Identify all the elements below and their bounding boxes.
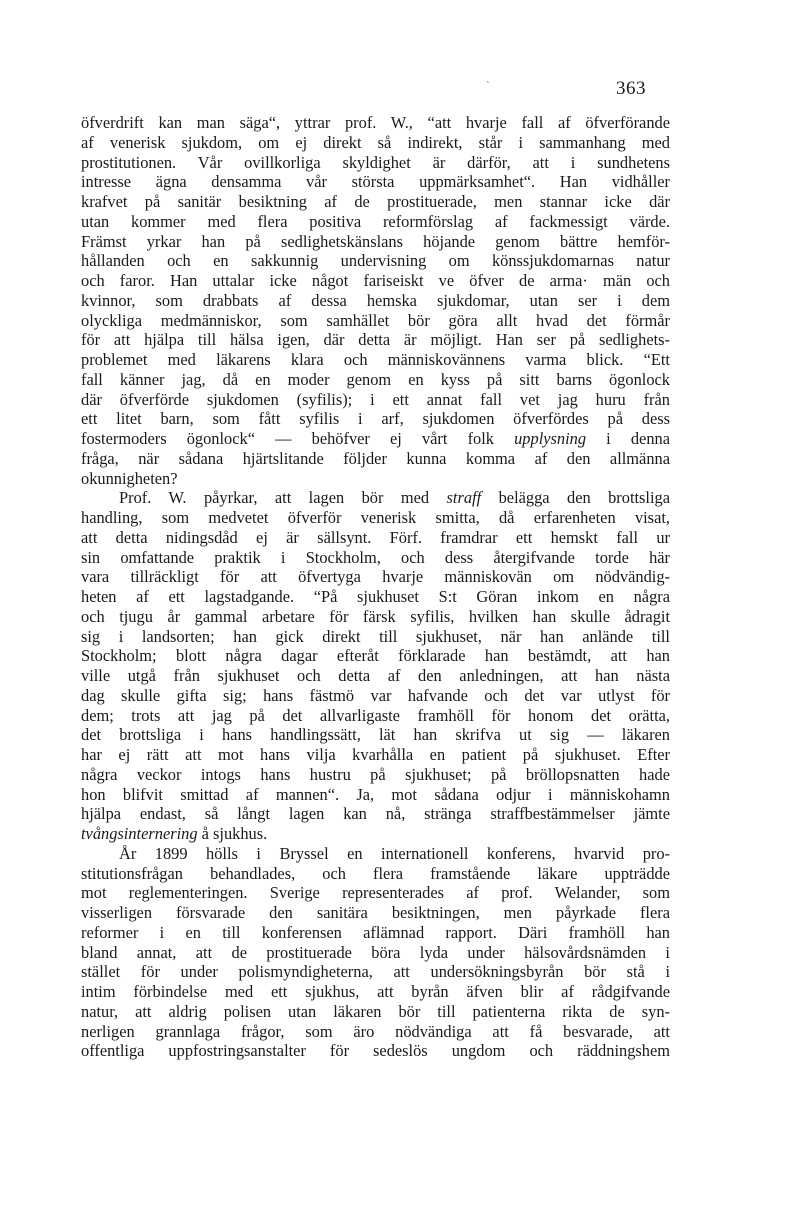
text-line: dag skulle gifta sig; hans fästmö var hafvande och det var utlyst för xyxy=(81,685,670,705)
text-line: olyckliga medmänniskor, som samhället bör göra allt hvad det förmår xyxy=(81,310,670,330)
text-line: visserligen försvarade den sanitära besiktningen, men påyrkade flera xyxy=(81,903,670,922)
text-line: öfverdrift kan man säga“, yttrar prof. W., “att hvarje fall af öfverförande xyxy=(81,113,670,132)
text-line: fråga, när sådana hjärtslitande följder kunna komma af den allmänna xyxy=(81,448,670,468)
text-line: Stockholm; blott några dagar efteråt förklarade han bestämdt, att han xyxy=(81,646,670,666)
text-line: krafvet på sanitär besiktning af de prostituerade, men stannar icke där xyxy=(81,192,670,211)
text-line: År 1899 hölls i Bryssel en internationell konferens, hvarvid pro- xyxy=(119,843,670,863)
text-line: Främst yrkar han på sedlighetskänslans höjande genom bättre hemför- xyxy=(81,231,670,251)
text-segment: Prof. W. påyrkar, att lagen bör med xyxy=(119,488,447,508)
text-line: där öfverförde sjukdomen (syfilis); i ett annat fall vet jag huru från xyxy=(81,389,670,409)
text-line: stitutionsfrågan behandlades, och flera framstående läkare uppträdde xyxy=(81,863,670,883)
text-line: mot reglementeringen. Sverige representerades af prof. Welander, som xyxy=(81,883,670,903)
text-line: för att hjälpa till hälsa igen, där detta är möjligt. Han ser på sedlighets- xyxy=(81,330,670,350)
text-line xyxy=(81,488,670,508)
text-line: sig i landsorten; han gick direkt till sjukhuset, när han anlände till xyxy=(81,626,670,646)
text-segment: å sjukhus. xyxy=(197,824,268,843)
text-line: utan kommer med flera positiva reformförslag af fackmessigt värde. xyxy=(81,211,670,231)
text-line: handling, som medvetet öfverför venerisk smitta, då erfarenheten visat, xyxy=(81,508,670,527)
text-line: och faror. Han uttalar icke något fariseiskt ve öfver de arma· män och xyxy=(81,271,670,290)
text-line xyxy=(81,429,670,449)
text-line: prostitutionen. Vår ovillkorliga skyldighet är därför, att i sundhetens xyxy=(81,152,670,172)
text-segment: i denna xyxy=(586,429,670,448)
text-line: intresse ägna densamma vår största uppmärksamhet“. Han vidhåller xyxy=(81,172,670,192)
text-line: intim förbindelse med ett sjukhus, att byrån äfven blir af rådgifvande xyxy=(81,982,670,1001)
text-line: att detta nidingsdåd ej är sällsynt. Förf. framdrar ett hemskt fall ur xyxy=(81,527,670,547)
text-line: det brottsliga i hans handlingssätt, lät han skrifva ut sig — läkaren xyxy=(81,725,670,745)
text-line: heten af ett lagstadgande. “På sjukhuset S:t Göran inkom en några xyxy=(81,587,670,606)
text-line: nerligen grannlaga frågor, som äro nödvändiga att få besvarade, att xyxy=(81,1021,670,1041)
text-line: några veckor intogs hans hustru på sjukhuset; på bröllopsnatten hade xyxy=(81,764,670,784)
text-line: problemet med läkarens klara och människovännens varma blick. “Ett xyxy=(81,350,670,369)
italic-text: upplysning xyxy=(514,429,587,448)
text-line: kvinnor, som drabbats af dessa hemska sjukdomar, utan ser i dem xyxy=(81,290,670,310)
text-line: sin omfattande praktik i Stockholm, och dess återgifvande torde här xyxy=(81,547,670,567)
text-line: dem; trots att jag på det allvarligaste framhöll för honom det orätta, xyxy=(81,705,670,725)
text-line: offentliga uppfostringsanstalter för sedeslös ungdom och räddningshem xyxy=(81,1041,670,1061)
text-line: stället för under polismyndigheterna, att undersökningsbyrån bör stå i xyxy=(81,962,670,982)
text-line: fall känner jag, då en moder genom en kyss på sitt barns ögonlock xyxy=(81,369,670,389)
body-text xyxy=(81,113,670,1061)
text-line: ville utgå från sjukhuset och detta af den anledningen, att han nästa xyxy=(81,666,670,685)
text-segment: fostermoders ögonlock“ — behöfver ej vårt folk xyxy=(81,429,515,448)
text-line: och tjugu år gammal arbetare för färsk syfilis, hvilken han skulle ådragit xyxy=(81,606,670,626)
text-line xyxy=(81,824,670,844)
italic-text: straff xyxy=(446,488,482,508)
text-line: hjälpa endast, så långt lagen kan nå, stränga straffbestämmelser jämte xyxy=(81,804,670,824)
text-line: reformer i en till konferensen aflämnad rapport. Däri framhöll han xyxy=(81,922,670,942)
text-line: hållanden och en sakkunnig undervisning om könssjukdomarnas natur xyxy=(81,251,670,271)
text-line: natur, att aldrig polisen utan läkaren bör till patienterna rikta de syn- xyxy=(81,1001,670,1021)
text-line: ett litet barn, som fått syfilis i arf, sjukdomen öfverfördes på dess xyxy=(81,409,670,429)
text-line: hon blifvit smittad af mannen“. Ja, mot sådana odjur i människohamn xyxy=(81,784,670,804)
page-number: 363 xyxy=(616,78,646,99)
text-line: okunnigheten? xyxy=(81,468,178,488)
text-line: bland annat, att de prostituerade böra lyda under hälsovårdsnämden i xyxy=(81,942,670,962)
text-line: af venerisk sjukdom, om ej direkt så indirekt, står i sammanhang med xyxy=(81,132,670,152)
text-segment: belägga den brottsliga xyxy=(481,488,671,508)
text-line: vara tillräckligt för att öfvertyga hvarje människovän om nödvändig- xyxy=(81,567,670,587)
text-line: har ej rätt att mot hans vilja kvarhålla en patient på sjukhuset. Efter xyxy=(81,745,670,764)
page-mark: ` xyxy=(486,80,490,92)
italic-text: tvångsinternering xyxy=(81,824,198,843)
